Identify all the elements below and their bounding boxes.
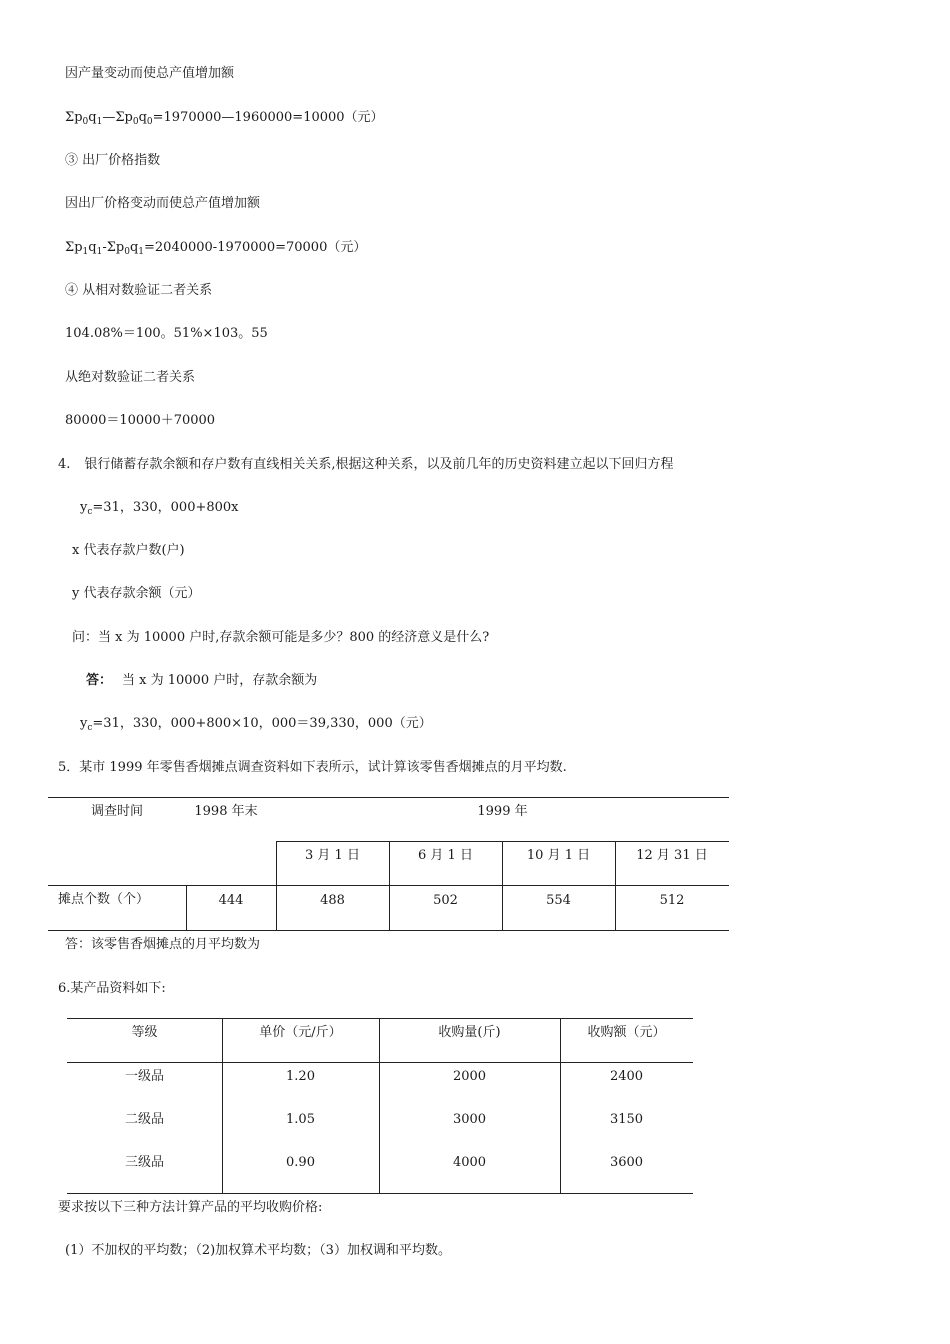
text-line: 从绝对数验证二者关系 <box>65 370 196 385</box>
formula-result: =2040000-1970000=70000（元） <box>144 240 367 255</box>
table-row-label: 摊点个数（个） <box>58 892 150 907</box>
table-cell: 1.05 <box>286 1112 315 1127</box>
table-cell: 554 <box>546 893 571 908</box>
formula-term: $\Sigma p_1q_1-\Sigma p_0q_1$ <box>65 240 145 257</box>
table-cell: 502 <box>433 893 458 908</box>
formula-result: =31，330，000+800×10，000＝39,330，000（元） <box>92 716 432 731</box>
formula-term: $y_c$ <box>80 500 93 517</box>
table-cell: 512 <box>659 893 685 908</box>
question-line <box>58 457 674 473</box>
table-cell: 三级品 <box>124 1155 164 1170</box>
formula-result: =31，330，000+800x <box>92 500 239 515</box>
question-text: 银行储蓄存款余额和存户数有直线相关关系,根据这种关系，以及前几年的历史资料建立起以下回归方程 <box>84 457 674 472</box>
text-line: x 代表存款户数(户) <box>72 543 185 558</box>
formula-line <box>65 240 366 256</box>
text-line: ③ 出厂价格指数 <box>65 153 161 168</box>
table-cell: 444 <box>218 893 244 908</box>
table-rule <box>67 1018 693 1019</box>
answer-label: 答： <box>86 673 113 688</box>
table-header-date: 3 月 1 日 <box>305 848 360 863</box>
table-header: 1999 年 <box>477 804 528 819</box>
table-rule <box>67 1062 693 1063</box>
text-line: 要求按以下三种方法计算产品的平均收购价格: <box>58 1200 323 1215</box>
formula-term: $y_c$ <box>80 716 93 733</box>
table-cell: 4000 <box>452 1155 487 1170</box>
answer-line: 答：该零售香烟摊点的月平均数为 <box>65 937 261 952</box>
table-cell: 488 <box>320 893 345 908</box>
answer-line <box>86 673 317 689</box>
table-header-date: 12 月 31 日 <box>636 848 708 863</box>
table-header-date: 6 月 1 日 <box>418 848 473 863</box>
table-cell: 2400 <box>609 1069 644 1084</box>
table-cell: 3000 <box>452 1112 487 1127</box>
formula-line <box>80 716 432 732</box>
text-line: (1）不加权的平均数；（2)加权算术平均数；（3）加权调和平均数。 <box>65 1243 451 1258</box>
table-rule <box>48 930 729 931</box>
formula-line <box>65 110 384 126</box>
table-header: 1998 年末 <box>194 804 258 819</box>
formula-result: =1970000—1960000=10000（元） <box>152 110 384 125</box>
text-line: y 代表存款余额（元） <box>72 586 201 601</box>
table-header: 调查时间 <box>90 804 143 819</box>
question-line: 5．某市 1999 年零售香烟摊点调查资料如下表所示，试计算该零售香烟摊点的月平均数. <box>58 760 567 775</box>
answer-text: 当 x 为 10000 户时，存款余额为 <box>122 673 318 688</box>
text-line: 因产量变动而使总产值增加额 <box>65 66 235 81</box>
text-line: 问：当 x 为 10000 户时,存款余额可能是多少？800 的经济意义是什么? <box>72 630 490 645</box>
text-line: 104.08%＝100。51%×103。55 <box>65 326 268 341</box>
formula-line <box>80 500 239 516</box>
table-rule <box>67 1193 693 1194</box>
table-cell: 1.20 <box>286 1069 315 1084</box>
question-number: 4. <box>58 457 71 472</box>
table-header-date: 10 月 1 日 <box>526 848 591 863</box>
question-line: 6.某产品资料如下: <box>58 981 166 996</box>
table-cell: 一级品 <box>124 1069 164 1084</box>
text-line: 因出厂价格变动而使总产值增加额 <box>65 196 261 211</box>
formula-term: $\Sigma p_0q_1—\Sigma p_0q_0$ <box>65 110 153 127</box>
table-cell: 二级品 <box>124 1112 164 1127</box>
text-line: ④ 从相对数验证二者关系 <box>65 283 213 298</box>
table-cell: 2000 <box>452 1069 487 1084</box>
table-cell: 0.90 <box>286 1155 315 1170</box>
table-header: 等级 <box>131 1025 158 1040</box>
table-header: 收购额（元） <box>587 1025 666 1040</box>
table-header: 单价（元/斤） <box>259 1025 342 1040</box>
table-header: 收购量(斤) <box>438 1025 501 1040</box>
text-line: 80000＝10000＋70000 <box>65 413 216 428</box>
table-cell: 3150 <box>609 1112 644 1127</box>
table-rule <box>48 797 729 798</box>
table-cell: 3600 <box>609 1155 644 1170</box>
